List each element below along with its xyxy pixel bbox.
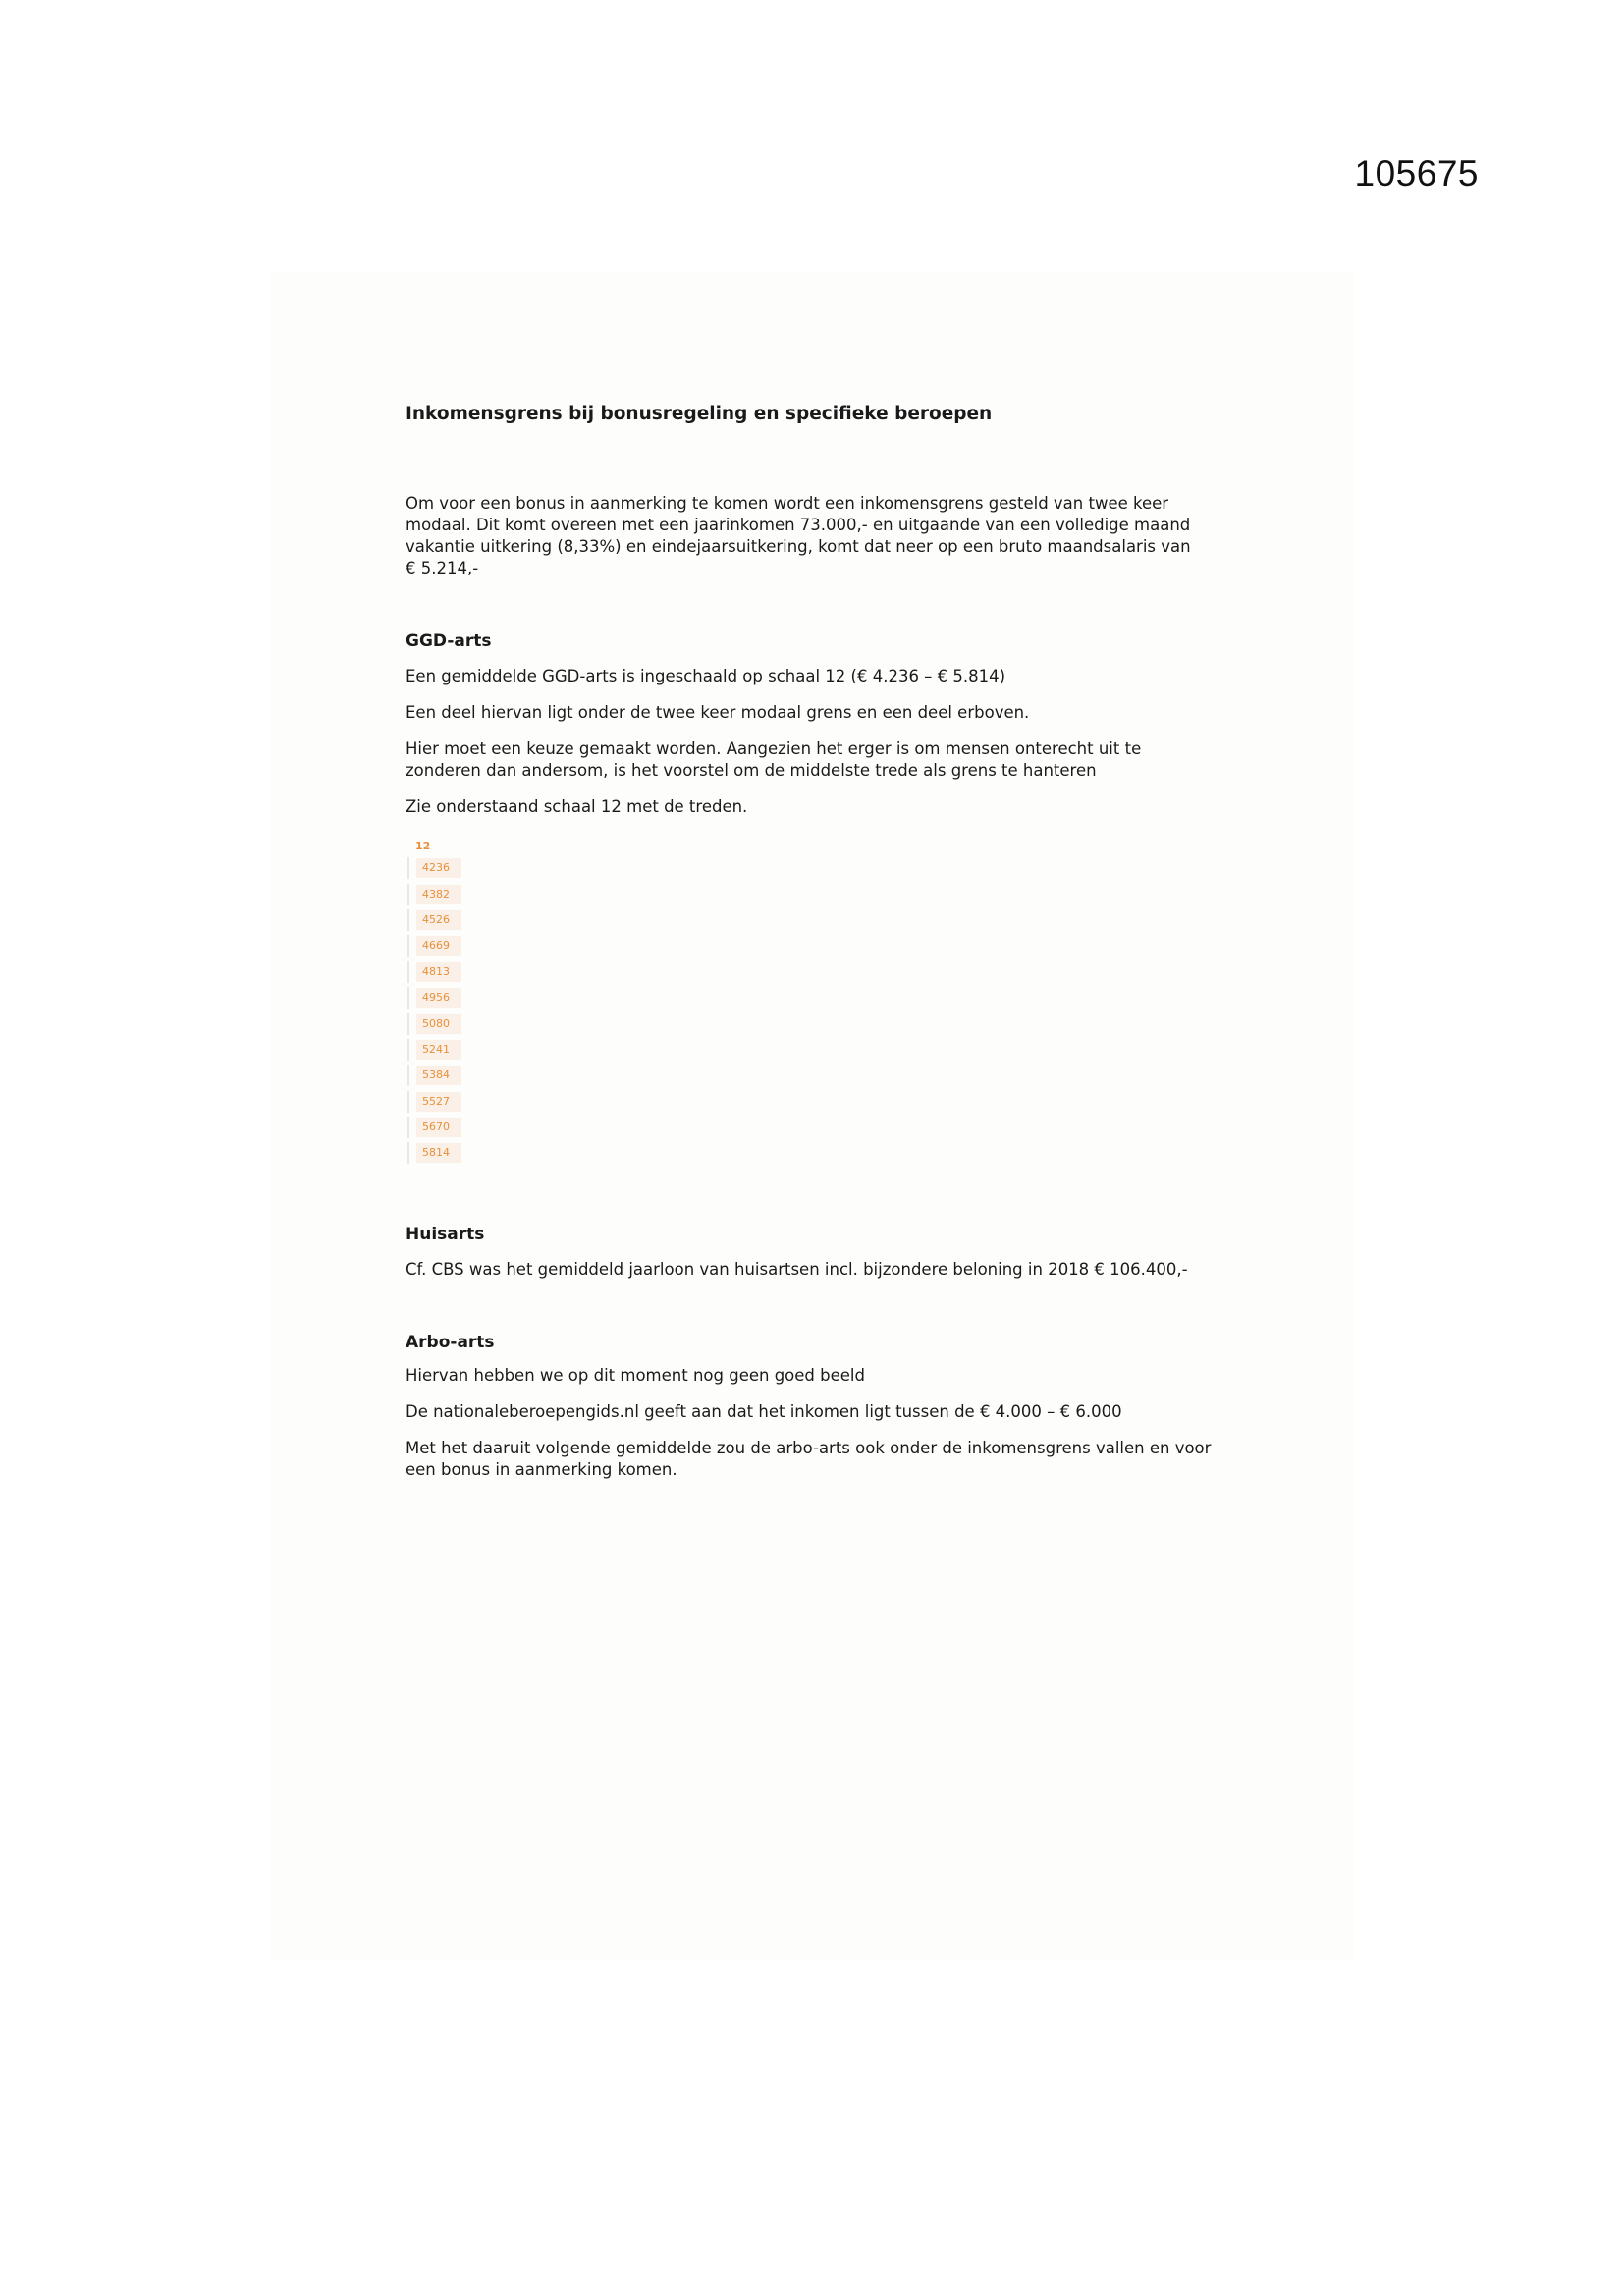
salary-scale-table: [406, 838, 1240, 1167]
scale-header: 12: [415, 840, 431, 852]
paragraph: De nationaleberoepengids.nl geeft aan dat het inkomen ligt tussen de € 4.000 – € 6.000: [406, 1401, 1122, 1421]
scale-step-row: [406, 1037, 1240, 1063]
row-rule: [407, 1013, 409, 1035]
row-rule: [407, 961, 409, 983]
scale-step-value: 5080: [416, 1014, 461, 1034]
row-rule: [407, 884, 409, 905]
intro-paragraph: [406, 493, 1240, 579]
section-heading: GGD-arts: [406, 631, 492, 651]
section-ggd-arts: [406, 630, 1240, 1167]
scale-step-row: [406, 1011, 1240, 1036]
row-rule: [407, 1117, 409, 1138]
paragraph: Een deel hiervan ligt onder de twee keer modaal grens en een deel erboven.: [406, 703, 1030, 722]
row-rule: [407, 987, 409, 1009]
scale-step-value: 5527: [416, 1092, 461, 1112]
intro-line: € 5.214,-: [406, 559, 479, 577]
document-id: 105675: [1354, 153, 1479, 193]
scale-step-value: 5814: [416, 1143, 461, 1163]
intro-line: modaal. Dit komt overeen met een jaarinkomen 73.000,- en uitgaande van een volledige maand: [406, 516, 1191, 534]
paragraph: Cf. CBS was het gemiddeld jaarloon van huisartsen incl. bijzondere beloning in 2018 € 106.400,-: [406, 1259, 1188, 1279]
row-rule: [407, 909, 409, 931]
row-rule: [407, 857, 409, 879]
paragraph-line: een bonus in aanmerking komen.: [406, 1459, 677, 1479]
scale-step-row: [406, 855, 1240, 881]
section-heading: Arbo-arts: [406, 1332, 495, 1352]
document-content: [406, 403, 1240, 1481]
row-rule: [407, 935, 409, 957]
scale-step-row: [406, 1089, 1240, 1115]
scale-step-row: [406, 933, 1240, 958]
scale-step-value: 4669: [416, 936, 461, 956]
row-rule: [407, 1142, 409, 1164]
row-rule: [407, 1039, 409, 1061]
scale-step-value: 5670: [416, 1118, 461, 1137]
scale-step-value: 5384: [416, 1066, 461, 1085]
scale-step-value: 4813: [416, 962, 461, 982]
scale-step-value: 4526: [416, 910, 461, 930]
row-rule: [407, 1065, 409, 1086]
row-rule: [407, 1091, 409, 1113]
intro-line: Om voor een bonus in aanmerking te komen wordt een inkomensgrens gesteld van twee keer: [406, 494, 1169, 513]
intro-line: vakantie uitkering (8,33%) en eindejaarsuitkering, komt dat neer op een bruto maandsalaris van: [406, 537, 1191, 556]
scale-step-row: [406, 985, 1240, 1011]
scale-step-value: 5241: [416, 1040, 461, 1060]
scale-step-value: 4956: [416, 988, 461, 1008]
paragraph: [406, 738, 1240, 782]
scale-step-row: [406, 907, 1240, 933]
paragraph: [406, 1438, 1240, 1481]
scale-step-row: [406, 1140, 1240, 1166]
scale-step-value: 4236: [416, 858, 461, 878]
scale-step-row: [406, 1115, 1240, 1140]
paragraph-line: zonderen dan andersom, is het voorstel om de middelste trede als grens te hanteren: [406, 761, 1097, 780]
scale-step-row: [406, 881, 1240, 906]
paragraph-line: Hier moet een keuze gemaakt worden. Aangezien het erger is om mensen onterecht uit te: [406, 739, 1142, 758]
section-heading: Huisarts: [406, 1224, 485, 1244]
paragraph: Hiervan hebben we op dit moment nog geen goed beeld: [406, 1365, 865, 1385]
scale-step-row: [406, 1063, 1240, 1088]
section-huisarts: [406, 1224, 1240, 1281]
scale-step-row: [406, 959, 1240, 985]
paragraph: Een gemiddelde GGD-arts is ingeschaald op schaal 12 (€ 4.236 – € 5.814): [406, 667, 1006, 685]
paragraph: Zie onderstaand schaal 12 met de treden.: [406, 797, 748, 816]
scale-step-value: 4382: [416, 885, 461, 904]
section-arbo-arts: [406, 1332, 1240, 1481]
document-title: Inkomensgrens bij bonusregeling en specifieke beroepen: [406, 404, 993, 424]
paragraph-line: Met het daaruit volgende gemiddelde zou de arbo-arts ook onder de inkomensgrens vallen en voor: [406, 1438, 1212, 1457]
